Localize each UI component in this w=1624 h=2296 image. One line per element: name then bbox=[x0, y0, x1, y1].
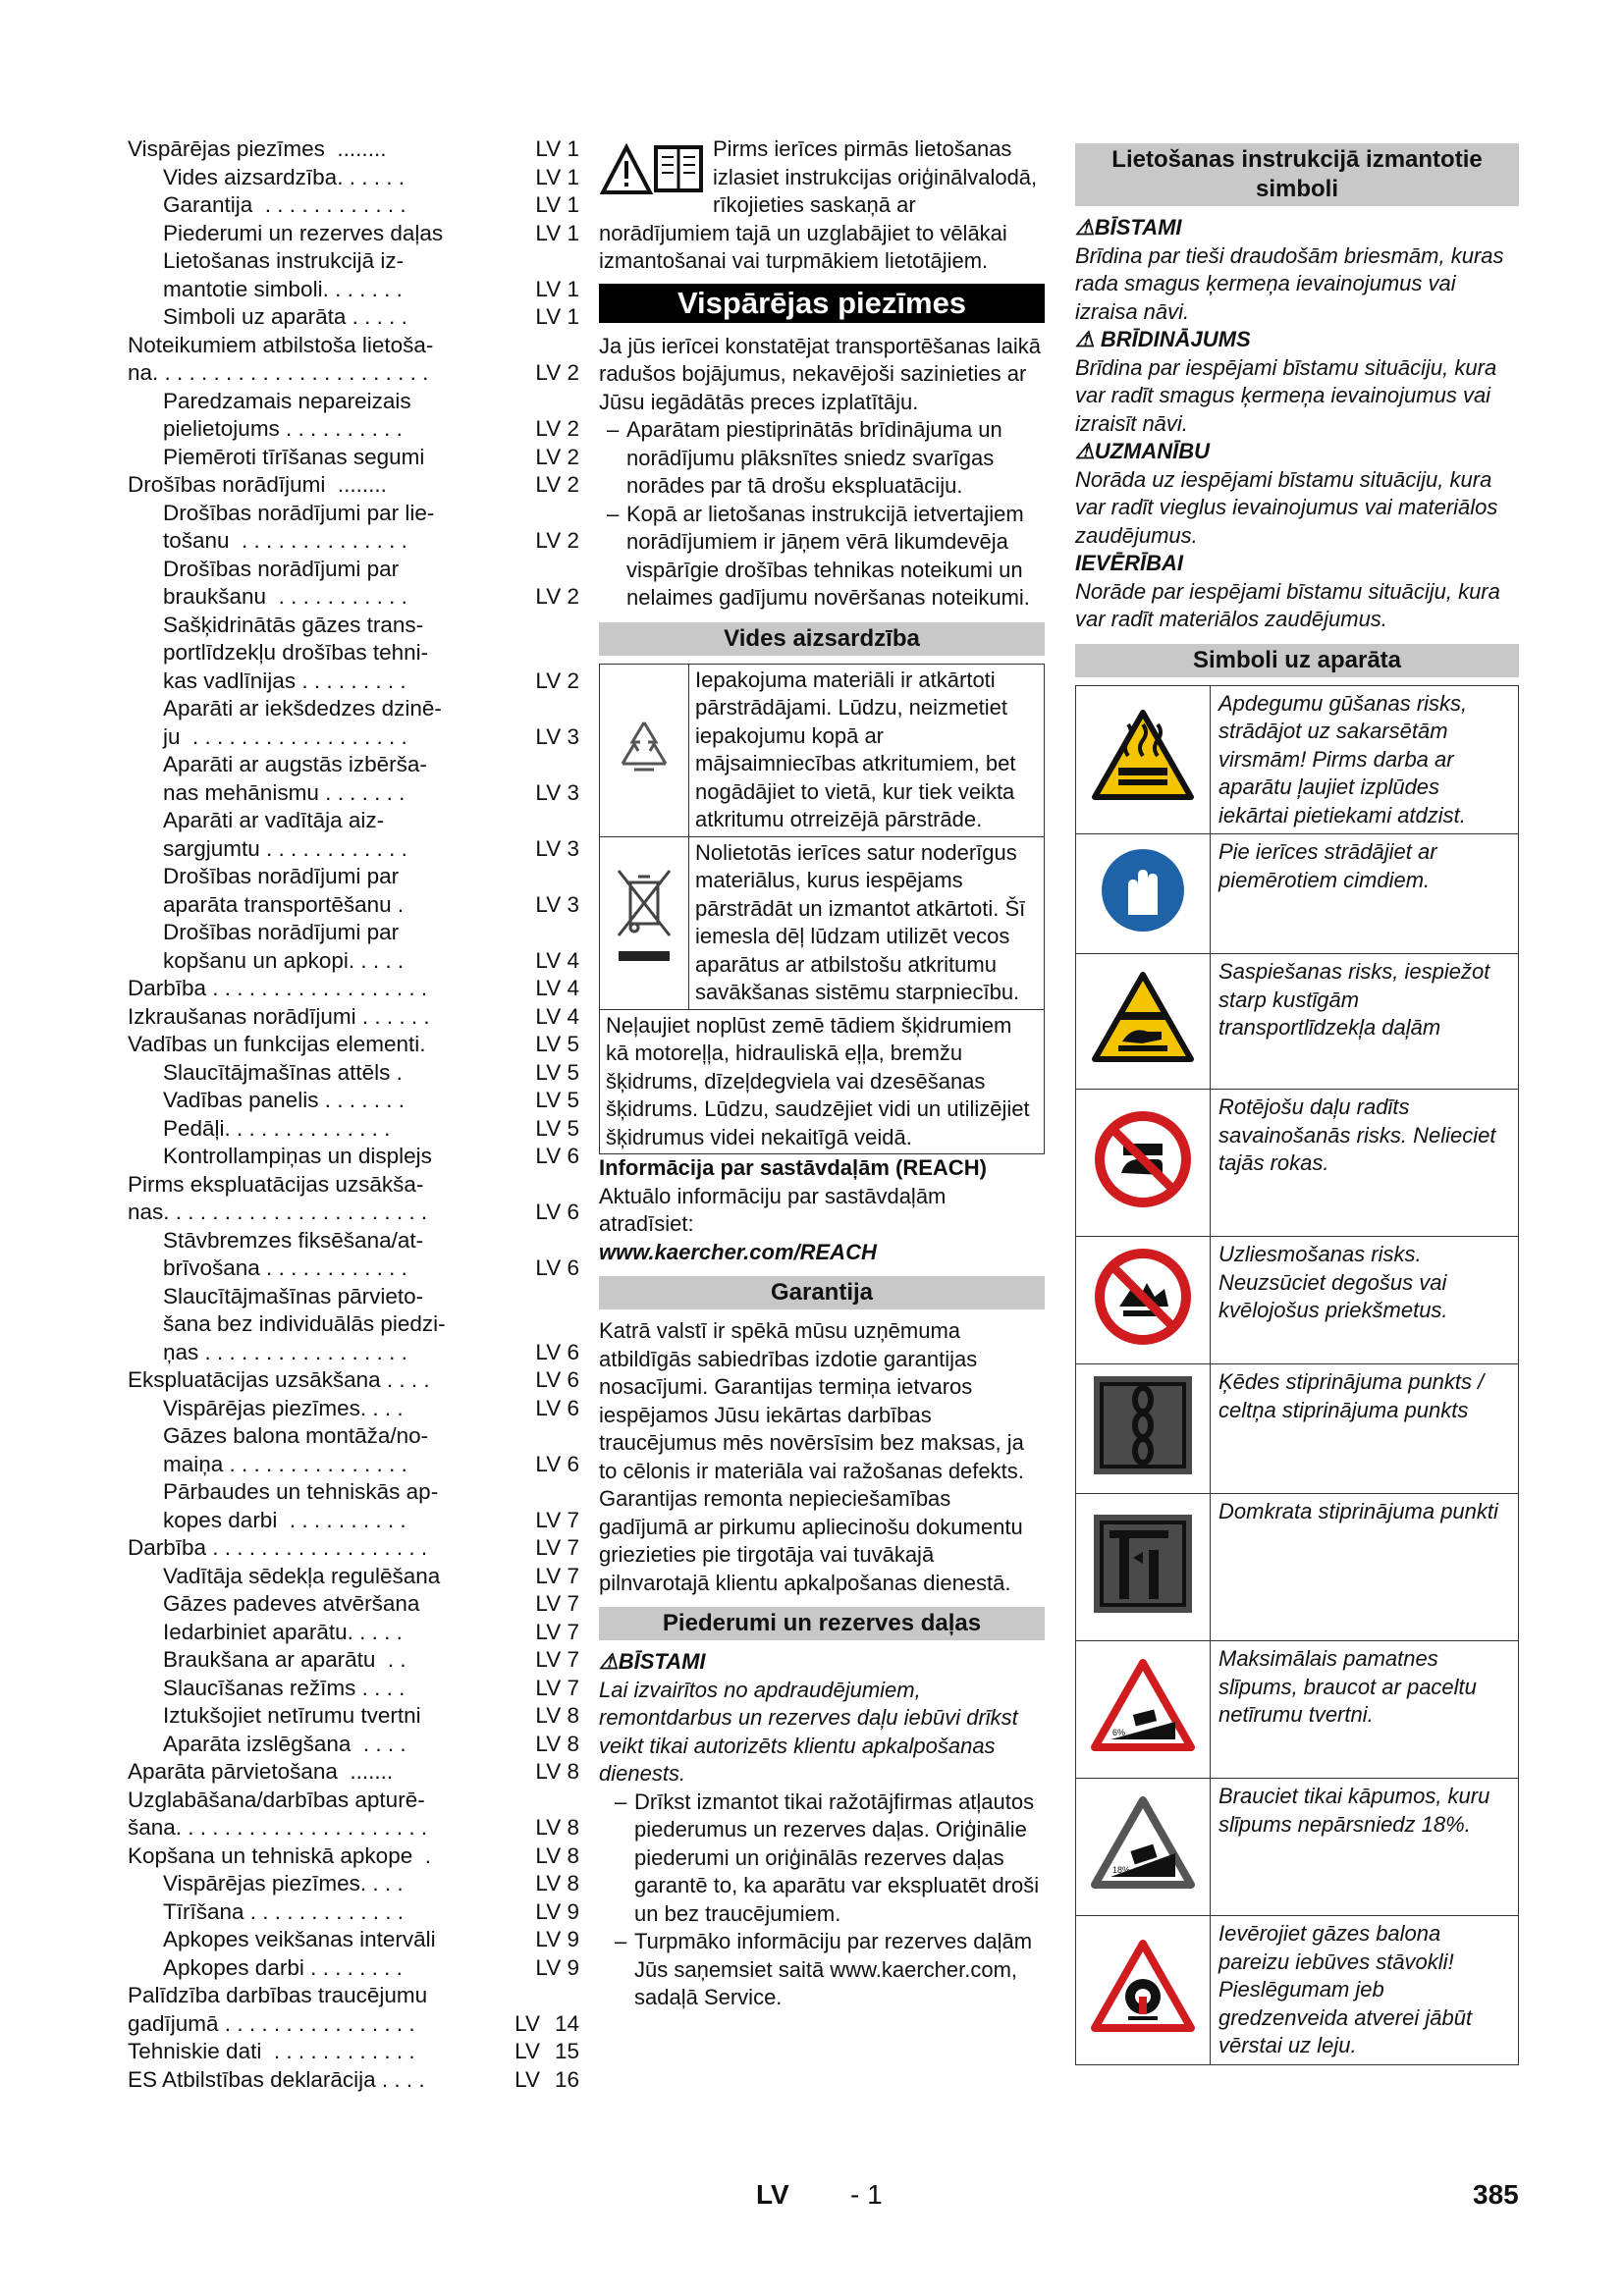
warning-triangle-icon: ⚠ bbox=[1075, 327, 1101, 351]
section-banner: Vispārējas piezīmes bbox=[599, 284, 1045, 323]
caution-label: ⚠UZMANĪBU bbox=[1075, 439, 1211, 463]
section-heading-manual-symbols: Lietošanas instrukcijā izmantotie simboli bbox=[1075, 143, 1519, 206]
reach-link[interactable]: www.kaercher.com/REACH bbox=[599, 1239, 877, 1264]
gas-cylinder-position-icon bbox=[1089, 1938, 1197, 2036]
toc-entry-page: LV 9 bbox=[535, 1954, 579, 1980]
chain-fixing-point-icon bbox=[1090, 1372, 1196, 1478]
toc-entry[interactable] bbox=[128, 2038, 579, 2066]
toc-entry-title: Paredzamais nepareizais pielietojums . . . . . . . . . . bbox=[163, 388, 411, 441]
toc-entry-page: LV 5 bbox=[535, 1032, 579, 1056]
toc-entry[interactable] bbox=[128, 1227, 579, 1283]
toc-entry-page: LV 3 bbox=[535, 723, 579, 749]
toc-entry-title: Slaucīšanas režīms . . . . bbox=[163, 1675, 406, 1700]
symbol-text: Uzliesmošanas risks. Neuzsūciet degošus vai kvēlojošus priekšmetus. bbox=[1211, 1237, 1519, 1364]
toc-entry-page: LV 6 bbox=[535, 1395, 579, 1420]
toc-entry-page: LV 5 bbox=[535, 1088, 579, 1112]
toc-entry-page: LV 8 bbox=[535, 1759, 579, 1784]
general-notes-column bbox=[599, 135, 1045, 2012]
toc-entry[interactable] bbox=[128, 1422, 579, 1478]
toc-entry-title: Izkraušanas norādījumi . . . . . . bbox=[128, 1003, 430, 1029]
toc-entry-title: Aparāti ar augstās izbērša- nas mehānismu . . . . . . . bbox=[163, 752, 427, 805]
list-item: – Aparātam piestiprinātās brīdinājuma un norādījumu plāksnītes sniedz svarīgas norādes par tā drošu ekspluatāciju. bbox=[607, 417, 1002, 498]
symbol-row bbox=[1076, 1494, 1519, 1641]
section-heading-accessories: Piederumi un rezerves daļas bbox=[599, 1607, 1045, 1640]
toc-entry[interactable] bbox=[128, 1059, 579, 1088]
recycling-icon bbox=[613, 715, 676, 777]
warning-triangle-icon: ⚠ bbox=[599, 1649, 619, 1674]
toc-entry[interactable] bbox=[128, 1283, 579, 1367]
toc-entry-title: Piemēroti tīrīšanas segumi bbox=[163, 444, 425, 469]
toc-entry-page: LV 7 bbox=[535, 1647, 579, 1672]
toc-entry-page: LV 2 bbox=[535, 667, 579, 693]
recycling-text: Iepakojuma materiāli ir atkārtoti pārstrādājami. Lūdzu, neizmetiet iepakojumu kopā ar mājsaimniecības atkritumiem, bet nogādājiet to vietā, kur tiek veikta atkritumu otrreizējā pārstrāde. bbox=[689, 664, 1045, 836]
toc-entry-title: Vadības panelis . . . . . . . bbox=[163, 1088, 405, 1112]
section-heading-device-symbols: Simboli uz aparāta bbox=[1075, 644, 1519, 677]
toc-entry-page: LV 2 bbox=[535, 528, 579, 553]
toc-entry[interactable] bbox=[128, 1563, 579, 1591]
toc-entry-title: Aparāta izslēgšana . . . . bbox=[163, 1731, 406, 1756]
toc-entry-title: Gāzes padeves atvēršana bbox=[163, 1591, 420, 1616]
toc-entry-page: LV 8 bbox=[535, 1703, 579, 1728]
toc-entry-page: LV 3 bbox=[535, 835, 579, 861]
warning-text: Brīdina par iespējami bīstamu situāciju, kura var radīt smagus ķermeņa ievainojumus vai izraisīt nāvi. bbox=[1075, 354, 1497, 436]
slope-raised-hopper-icon bbox=[1089, 1657, 1197, 1755]
list-item: – Turpmāko informāciju par rezerves daļām Jūs saņemsiet saitā www.kaercher.com, sadaļā Service. bbox=[615, 1929, 1033, 2009]
symbol-row bbox=[1076, 1090, 1519, 1237]
toc-entry-page: LV 8 bbox=[535, 1815, 579, 1840]
toc-entry[interactable] bbox=[128, 751, 579, 807]
toc-entry-title: Braukšana ar aparātu . . bbox=[163, 1647, 406, 1672]
toc-entry-title: Vides aizsardzība. . . . . . bbox=[163, 164, 405, 189]
toc-entry-page: LV 2 bbox=[535, 444, 579, 469]
toc-entry-page: LV 8 bbox=[535, 1871, 579, 1896]
toc-entry[interactable] bbox=[128, 191, 579, 220]
toc-entry[interactable] bbox=[128, 1731, 579, 1759]
toc-entry-title: Pārbaudes un tehniskās ap- kopes darbi . . . . . . . . . . bbox=[163, 1479, 439, 1532]
toc-entry-page: LV bbox=[514, 2066, 540, 2092]
fluids-text: Neļaujiet noplūst zemē tādiem šķidrumiem kā motoreļļa, hidrauliskā eļļa, bremžu šķidrums, dīzeļdegviela vai dzesēšanas šķidrums. Lūdzu, saudzējiet vidi un utilizējiet šķidrumus videi nekaitīgā veidā. bbox=[600, 1009, 1045, 1154]
list-item: – Drīkst izmantot tikai ražotājfirmas atļautos piederumus un rezerves daļas. Oriģinālie piederumi un oriģinālās rezerves daļas garantē to, ka aparātu var ekspluatēt droši un bez traucējumiem. bbox=[615, 1789, 1040, 1926]
toc-entry[interactable] bbox=[128, 1702, 579, 1731]
toc-entry[interactable] bbox=[128, 500, 579, 556]
toc-entry-title: Vadītāja sēdekļa regulēšana bbox=[163, 1563, 441, 1588]
toc-entry-title: Darbība . . . . . . . . . . . . . . . . . . bbox=[128, 1535, 428, 1560]
toc-entry-page: LV 6 bbox=[535, 1255, 579, 1280]
toc-entry[interactable] bbox=[128, 1926, 579, 1954]
toc-entry-page: LV 7 bbox=[535, 1619, 579, 1644]
toc-entry-title: Iedarbiniet aparātu. . . . . bbox=[163, 1619, 403, 1644]
toc-entry-page: LV 8 bbox=[535, 1842, 579, 1868]
symbols-column bbox=[1075, 135, 1519, 2065]
toc-entry-page-number: 15 bbox=[554, 2039, 579, 2063]
toc-entry[interactable] bbox=[128, 1898, 579, 1927]
symbol-text: Pie ierīces strādājiet ar piemērotiem cimdiem. bbox=[1211, 834, 1519, 954]
reach-text: Aktuālo informāciju par sastāvdaļām atradīsiet: bbox=[599, 1183, 947, 1236]
svg-text:6%: 6% bbox=[1112, 1727, 1126, 1737]
toc-entry[interactable] bbox=[128, 471, 579, 500]
toc-entry[interactable] bbox=[128, 164, 579, 192]
symbol-row bbox=[1076, 1916, 1519, 2065]
toc-entry-page: LV 5 bbox=[535, 1115, 579, 1141]
toc-entry-title: Vispārējas piezīmes. . . . bbox=[163, 1871, 404, 1896]
toc-entry-title: Ekspluatācijas uzsākšana . . . . bbox=[128, 1367, 430, 1392]
footer-language: LV bbox=[756, 2179, 789, 2210]
toc-entry-page: LV bbox=[514, 2039, 540, 2063]
toc-entry[interactable] bbox=[128, 1954, 579, 1983]
symbol-row bbox=[1076, 1237, 1519, 1364]
toc-entry[interactable] bbox=[128, 388, 579, 444]
toc-entry[interactable] bbox=[128, 1619, 579, 1647]
toc-entry-page: LV 8 bbox=[535, 1731, 579, 1756]
toc-entry-title: Vadības un funkcijas elementi. bbox=[128, 1032, 426, 1056]
paragraph: Ja jūs ierīcei konstatējat transportēšanas laikā radušos bojājumus, nekavējoši sazinieties ar Jūsu iegādātās preces izplatītāju. bbox=[599, 333, 1042, 414]
toc-entry[interactable] bbox=[128, 556, 579, 612]
toc-entry-page: LV 1 bbox=[535, 276, 579, 301]
symbol-row bbox=[1076, 1779, 1519, 1916]
toc-entry-title: Noteikumiem atbilstoša lietoša- na. . . . . . . . . . . . . . . . . . . . . . . bbox=[128, 332, 434, 385]
toc-entry-page: LV 6 bbox=[535, 1367, 579, 1392]
toc-entry[interactable] bbox=[128, 1366, 579, 1395]
toc-entry[interactable] bbox=[128, 220, 579, 248]
warning-triangle-icon: ⚠ bbox=[1075, 439, 1095, 463]
toc-entry-title: Uzglabāšana/darbības apturē- šana. . . . . . . . . . . . . . . . . . . . . bbox=[128, 1787, 428, 1840]
toc-entry-title: Aparāta pārvietošana ....... bbox=[128, 1759, 394, 1784]
device-symbols-table bbox=[1075, 685, 1519, 2065]
toc-entry[interactable] bbox=[128, 1143, 579, 1171]
toc-entry-title: Garantija . . . . . . . . . . . . bbox=[163, 192, 406, 217]
symbol-text: Rotējošu daļu radīts savainošanās risks. Nelieciet tajās rokas. bbox=[1211, 1090, 1519, 1237]
toc-entry-title: Tīrīšana . . . . . . . . . . . . . bbox=[163, 1898, 405, 1924]
toc-entry-title: Simboli uz aparāta . . . . . bbox=[163, 304, 407, 329]
toc-entry-title: Aparāti ar iekšdedzes dzinē- ju . . . . . . . . . . . . . . . . . . bbox=[163, 696, 442, 749]
toc-entry-title: Apkopes darbi . . . . . . . . bbox=[163, 1954, 403, 1980]
toc-entry[interactable] bbox=[128, 1171, 579, 1227]
toc-entry-page: LV 7 bbox=[535, 1591, 579, 1616]
intro-text: Pirms ierīces pirmās lietošanas izlasiet instrukcijas oriģinālvalodā, rīkojieties saskaņā ar norādījumiem tajā un uzglabājiet to vēlākai izmantošanai vai turpmākiem lietotājiem. bbox=[599, 136, 1038, 273]
symbol-text: Brauciet tikai kāpumos, kuru slīpums nepārsniedz 18%. bbox=[1211, 1779, 1519, 1916]
symbol-row bbox=[1076, 954, 1519, 1090]
warning-label: ⚠ BRĪDINĀJUMS bbox=[1075, 327, 1251, 351]
toc-entry-title: Lietošanas instrukcijā iz- mantotie simboli. . . . . . . bbox=[163, 248, 405, 301]
toc-entry-page: LV 9 bbox=[535, 1898, 579, 1924]
toc-entry-title: Apkopes veikšanas intervāli bbox=[163, 1927, 436, 1951]
toc-entry-title: Pedāļi. . . . . . . . . . . . . . bbox=[163, 1115, 391, 1141]
section-heading-environment: Vides aizsardzība bbox=[599, 622, 1045, 656]
crossed-out-bin-icon bbox=[613, 865, 676, 973]
toc-entry-title: Piederumi un rezerves daļas bbox=[163, 220, 444, 245]
toc-entry-page: LV 1 bbox=[535, 164, 579, 189]
warning-read-manual-icon bbox=[599, 139, 705, 196]
hand-crush-warning-icon bbox=[1089, 969, 1197, 1067]
toc-entry[interactable] bbox=[128, 303, 579, 332]
toc-entry[interactable] bbox=[128, 1646, 579, 1675]
toc-entry[interactable] bbox=[128, 1087, 579, 1115]
toc-entry[interactable] bbox=[128, 919, 579, 975]
toc-entry[interactable] bbox=[128, 332, 579, 388]
toc-entry[interactable] bbox=[128, 975, 579, 1003]
toc-entry[interactable] bbox=[128, 1031, 579, 1059]
toc-entry-page: LV 2 bbox=[535, 416, 579, 441]
no-reaching-rotating-parts-icon bbox=[1094, 1110, 1192, 1208]
toc-entry-page: LV 6 bbox=[535, 1200, 579, 1224]
symbol-text: Ievērojiet gāzes balona pareizu iebūves stāvokli! Pieslēgumam jeb gredzenveida atverei jābūt vērstai uz leju. bbox=[1211, 1916, 1519, 2065]
toc-entry[interactable] bbox=[128, 1870, 579, 1898]
toc-entry-title: Kontrollampiņas un displejs bbox=[163, 1144, 432, 1168]
toc-entry[interactable] bbox=[128, 1534, 579, 1563]
toc-entry-title: Slaucītājmašīnas pārvieto- šana bez individuālās piedzi- ņas . . . . . . . . . . . . . . . . . bbox=[163, 1283, 446, 1364]
toc-entry-title: Drošības norādījumi ........ bbox=[128, 472, 387, 497]
toc-entry[interactable] bbox=[128, 1675, 579, 1703]
toc-entry[interactable] bbox=[128, 247, 579, 303]
toc-entry-page: LV 2 bbox=[535, 472, 579, 497]
toc-entry-title: Vispārējas piezīmes. . . . bbox=[163, 1395, 404, 1420]
toc-entry[interactable] bbox=[128, 1758, 579, 1787]
toc-entry-page: LV 6 bbox=[535, 1451, 579, 1476]
note-label: IEVĒRĪBAI bbox=[1075, 551, 1184, 575]
symbol-text: Saspiešanas risks, iespiežot starp kustīgām transportlīdzekļa daļām bbox=[1211, 954, 1519, 1090]
danger-text: Lai izvairītos no apdraudējumiem, remontdarbus un rezerves daļu iebūvi drīkst veikt tikai autorizēts klientu apkalpošanas dienests. bbox=[599, 1677, 1018, 1786]
toc-entry[interactable] bbox=[128, 1982, 579, 2038]
toc-entry-page: LV 5 bbox=[535, 1059, 579, 1085]
toc-entry-title: Gāzes balona montāža/no- maiņa . . . . . . . . . . . . . . . bbox=[163, 1423, 429, 1476]
toc-entry[interactable] bbox=[128, 1787, 579, 1842]
toc-entry[interactable] bbox=[128, 695, 579, 751]
toc-entry-page-number: 14 bbox=[554, 2010, 579, 2036]
toc-entry-page: LV 7 bbox=[535, 1535, 579, 1560]
toc-entry-page: LV 2 bbox=[535, 360, 579, 385]
toc-entry-title: Drošības norādījumi par aparāta transportēšanu . bbox=[163, 864, 405, 917]
toc-entry-title: Kopšana un tehniskā apkope . bbox=[128, 1842, 431, 1868]
toc-entry-page: LV 4 bbox=[535, 976, 579, 1000]
footer-page-code: - 1 bbox=[850, 2179, 883, 2210]
list-item: – Kopā ar lietošanas instrukcijā ietvertajiem norādījumiem ir jāņem vērā likumdevēja vispārīgie drošības tehnikas noteikumi un nelaimes gadījumu novēršanas noteikumi. bbox=[607, 501, 1030, 610]
toc-entry[interactable] bbox=[128, 2066, 579, 2095]
symbol-row bbox=[1076, 1364, 1519, 1494]
toc-entry-title: Aparāti ar vadītāja aiz- sargjumtu . . . . . . . . . . . . bbox=[163, 808, 407, 861]
toc-entry-page: LV 7 bbox=[535, 1507, 579, 1532]
toc-entry[interactable] bbox=[128, 1590, 579, 1619]
toc-entry[interactable] bbox=[128, 863, 579, 919]
toc-entry-title: Drošības norādījumi par lie- tošanu . . . . . . . . . . . . . . bbox=[163, 500, 435, 553]
symbol-text: Maksimālais pamatnes slīpums, braucot ar paceltu netīrumu tvertni. bbox=[1211, 1641, 1519, 1779]
intro-block bbox=[599, 135, 1045, 276]
toc-entry-title: Pirms ekspluatācijas uzsākša- nas. . . . . . . . . . . . . . . . . . . . . . bbox=[128, 1171, 428, 1224]
no-burning-objects-icon bbox=[1094, 1248, 1192, 1346]
symbol-row bbox=[1076, 834, 1519, 954]
toc-entry-page: LV 7 bbox=[535, 1675, 579, 1700]
toc-entry-page: LV 3 bbox=[535, 891, 579, 917]
hot-surface-warning-icon bbox=[1089, 707, 1197, 805]
toc-entry-title: ES Atbilstības deklarācija . . . . bbox=[128, 2066, 425, 2092]
toc-entry[interactable] bbox=[128, 1395, 579, 1423]
toc-entry-page: LV 1 bbox=[535, 220, 579, 245]
weee-text: Nolietotās ierīces satur noderīgus materiālus, kurus iespējams pārstrādāt un izmantot atkārtoti. Šī iemesla dēļ lūdzam utilizēt vecos aparātus ar atbilstošu atkritumu savākšanas sistēmu starpniecību. bbox=[689, 836, 1045, 1009]
danger-label: ⚠BĪSTAMI bbox=[1075, 215, 1182, 240]
toc-entry-page: LV 4 bbox=[535, 947, 579, 973]
toc-entry[interactable] bbox=[128, 807, 579, 863]
symbol-text: Domkrata stiprinājuma punkti bbox=[1211, 1494, 1519, 1641]
toc-entry-title: Palīdzība darbības traucējumu gadījumā . . . . . . . . . . . . . . . . bbox=[128, 1983, 428, 2036]
toc-entry-page: LV 1 bbox=[535, 304, 579, 329]
wear-gloves-icon bbox=[1099, 846, 1187, 934]
svg-text:18%: 18% bbox=[1112, 1864, 1131, 1875]
section-heading-guarantee: Garantija bbox=[599, 1276, 1045, 1309]
toc-entry-page: LV 6 bbox=[535, 1339, 579, 1364]
warning-triangle-icon: ⚠ bbox=[1075, 215, 1095, 240]
toc-entry-title: Darbība . . . . . . . . . . . . . . . . . . bbox=[128, 976, 428, 1000]
footer-page-number: 385 bbox=[1473, 2179, 1519, 2210]
toc-entry-page: LV 3 bbox=[535, 779, 579, 805]
jack-point-icon bbox=[1090, 1511, 1196, 1617]
toc-entry-title: Drošības norādījumi par kopšanu un apkopi. . . . . bbox=[163, 920, 405, 973]
symbol-text: Ķēdes stiprinājuma punkts / celtņa stiprinājuma punkts bbox=[1211, 1364, 1519, 1494]
toc-entry-page: LV 7 bbox=[535, 1563, 579, 1588]
toc-entry[interactable] bbox=[128, 1842, 579, 1871]
toc-entry-title: Tehniskie dati . . . . . . . . . . . . bbox=[128, 2039, 415, 2063]
danger-text: Brīdina par tieši draudošām briesmām, kuras rada smagus ķermeņa ievainojumus vai izraisa nāvi. bbox=[1075, 242, 1504, 324]
toc-entry[interactable] bbox=[128, 1003, 579, 1032]
reach-title: Informācija par sastāvdaļām (REACH) bbox=[599, 1155, 987, 1180]
toc-entry-title: Sašķidrinātās gāzes trans- portlīdzekļu drošības tehni- kas vadlīnijas . . . . . . . . . bbox=[163, 612, 429, 693]
toc-entry-page: LV 1 bbox=[535, 136, 579, 161]
toc-entry-title: Stāvbremzes fiksēšana/at- brīvošana . . . . . . . . . . . . bbox=[163, 1227, 424, 1280]
toc-entry-page: LV 4 bbox=[535, 1003, 579, 1029]
danger-label: ⚠BĪSTAMI bbox=[599, 1649, 706, 1674]
toc-entry[interactable] bbox=[128, 444, 579, 472]
toc-entry-page: LV bbox=[514, 2010, 540, 2036]
environment-table bbox=[599, 664, 1045, 1155]
toc-entry-title: Drošības norādījumi par braukšanu . . . . . . . . . . . bbox=[163, 556, 407, 609]
toc-entry-page: LV 1 bbox=[535, 192, 579, 217]
toc-entry-page: LV 9 bbox=[535, 1927, 579, 1951]
table-of-contents bbox=[128, 135, 579, 2094]
slope-uphill-icon bbox=[1089, 1794, 1197, 1893]
note-text: Norāde par iespējami bīstamu situāciju, kura var radīt materiālos zaudējumus. bbox=[1075, 578, 1500, 631]
toc-entry[interactable] bbox=[128, 612, 579, 696]
symbol-text: Apdegumu gūšanas risks, strādājot uz sakarsētām virsmām! Pirms darba ar aparātu ļaujiet izplūdes iekārtai pietiekami atdzist. bbox=[1211, 685, 1519, 834]
toc-entry-page-number: 16 bbox=[554, 2066, 579, 2092]
toc-entry-title: Iztukšojiet netīrumu tvertni bbox=[163, 1703, 421, 1728]
toc-entry-title: Vispārējas piezīmes ........ bbox=[128, 136, 387, 161]
toc-entry[interactable] bbox=[128, 135, 579, 164]
toc-entry[interactable] bbox=[128, 1115, 579, 1144]
caution-text: Norāda uz iespējami bīstamu situāciju, kura var radīt vieglus ievainojumus vai materiālos zaudējumus. bbox=[1075, 466, 1498, 548]
symbol-row bbox=[1076, 1641, 1519, 1779]
toc-entry[interactable] bbox=[128, 1478, 579, 1534]
toc-entry-page: LV 2 bbox=[535, 584, 579, 609]
guarantee-text: Katrā valstī ir spēkā mūsu uzņēmuma atbildīgās sabiedrības izdotie garantijas nosacījumi. Garantijas termiņa ietvaros iespējamos Jūsu iekārtas darbības traucējumus mēs novērsīsim bez maksas, ja to cēlonis ir materiāla vai ražošanas defekts. Garantijas remonta nepieciešamības gadījumā ar pirkumu apliecinošu dokumentu griezieties pie tirgotāja vai tuvākajā pilnvarotajā klientu apkalpošanas dienestā. bbox=[599, 1318, 1024, 1595]
toc-entry-title: Slaucītājmašīnas attēls . bbox=[163, 1059, 403, 1085]
symbol-row bbox=[1076, 685, 1519, 834]
toc-entry-page: LV 6 bbox=[535, 1144, 579, 1168]
